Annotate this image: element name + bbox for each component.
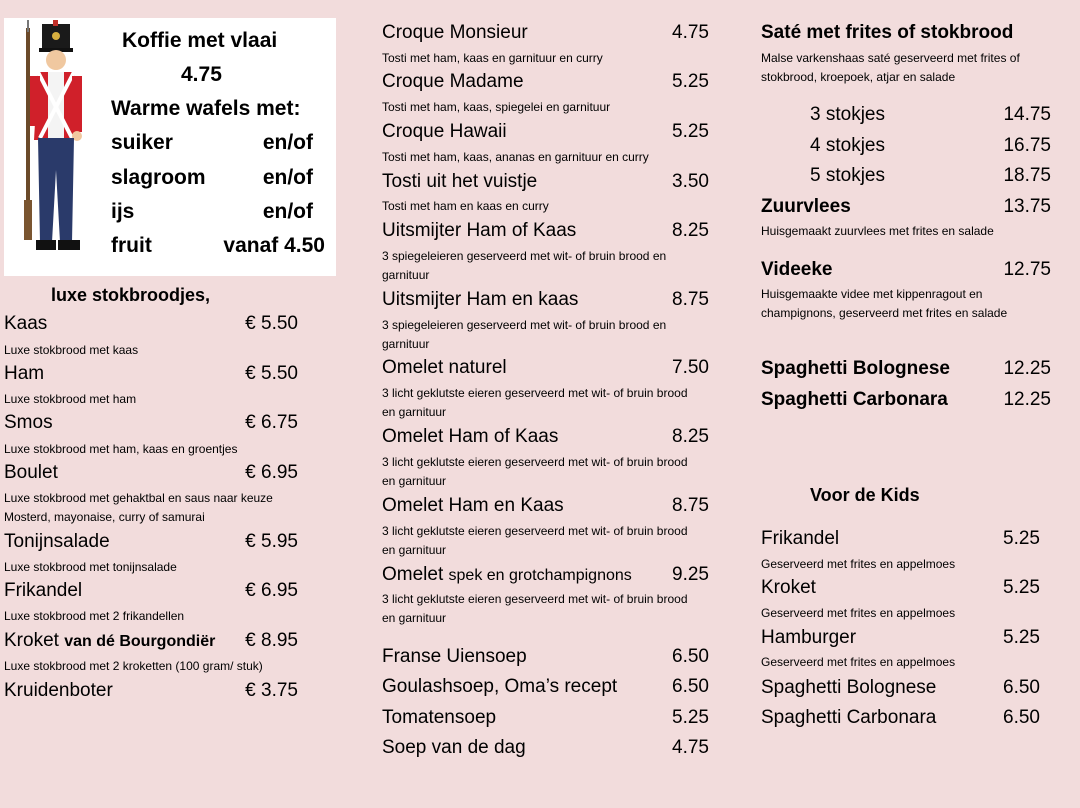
item-price: 5.25 [672, 71, 709, 92]
kids-heading: Voor de Kids [810, 485, 920, 505]
item-desc: 3 spiegeleieren geserveerd met wit- of bruin brood en [382, 249, 667, 263]
item-desc: en garnituur [382, 474, 447, 488]
fruit-price: vanaf 4.50 [223, 234, 325, 257]
item-name: Uitsmijter Ham of Kaas [382, 220, 577, 241]
menu-item [382, 564, 709, 587]
item-desc: en garnituur [382, 543, 447, 557]
item-name: Kruidenboter [4, 680, 113, 701]
item-desc: Luxe stokbrood met kaas [4, 343, 139, 357]
wafels-title: Warme wafels met: [111, 97, 301, 120]
item-desc: Geserveerd met frites en appelmoes [761, 655, 956, 669]
topping-connector: en/of [262, 200, 313, 223]
item-price: 5.25 [672, 121, 709, 142]
item-name-group [382, 564, 632, 587]
menu-item [382, 220, 709, 242]
item-desc: en garnituur [382, 405, 447, 419]
item-name: Spaghetti Carbonara [761, 389, 948, 410]
item-desc: Huisgemaakte videe met kippenragout en [761, 287, 983, 301]
item-price: 6.50 [1003, 707, 1040, 728]
item-name: Spaghetti Bolognese [761, 677, 937, 698]
item-name: Kroket [761, 577, 816, 598]
topping-row [111, 131, 313, 155]
item-name-group [4, 630, 215, 653]
item-name: Uitsmijter Ham en kaas [382, 289, 579, 310]
menu-item [761, 196, 1051, 218]
sate-option [810, 135, 1051, 157]
item-price: € 6.95 [245, 580, 298, 601]
item-name: Frikandel [4, 580, 83, 601]
item-price: € 8.95 [245, 630, 298, 651]
soup-item [382, 646, 709, 668]
menu-item [4, 580, 298, 602]
item-desc: garnituur [382, 268, 430, 282]
item-desc: 3 licht geklutste eieren geserveerd met wit- of bruin brood [382, 524, 688, 538]
item-name: Spaghetti Bolognese [761, 358, 950, 379]
menu-item [382, 495, 709, 517]
menu-item [382, 171, 709, 193]
item-desc: Geserveerd met frites en appelmoes [761, 557, 956, 571]
item-price: 7.50 [672, 357, 709, 378]
menu-item [382, 426, 709, 448]
topping-connector: en/of [262, 131, 313, 154]
item-name: Croque Madame [382, 71, 524, 92]
item-price: 18.75 [1003, 165, 1051, 186]
item-name: Franse Uiensoep [382, 646, 527, 667]
menu-item [761, 389, 1051, 411]
item-desc: Luxe stokbrood met 2 frikandellen [4, 609, 185, 623]
item-name: Omelet Ham of Kaas [382, 426, 559, 447]
kids-item [761, 707, 1040, 729]
item-name: Kaas [4, 313, 48, 334]
item-price: 14.75 [1003, 104, 1051, 125]
item-name: Omelet Ham en Kaas [382, 495, 564, 516]
kids-item [761, 627, 1040, 649]
item-name: Omelet [382, 564, 444, 585]
item-name: Croque Monsieur [382, 22, 528, 43]
item-price: 6.50 [672, 676, 709, 697]
kids-item [761, 677, 1040, 699]
item-name-extra: van dé Bourgondiër [64, 633, 216, 650]
item-price: € 5.95 [245, 531, 298, 552]
item-name: Goulashsoep, Oma’s recept [382, 676, 618, 697]
topping-connector: en/of [262, 166, 313, 189]
item-name: 5 stokjes [810, 165, 885, 186]
col1-heading: luxe stokbroodjes, [51, 285, 211, 305]
hero-panel [4, 18, 336, 276]
item-desc: 3 licht geklutste eieren geserveerd met wit- of bruin brood [382, 455, 688, 469]
item-desc: Luxe stokbrood met ham, kaas en groentjes [4, 442, 238, 456]
topping-name: slagroom [111, 166, 206, 189]
item-price: 5.25 [1003, 627, 1040, 648]
item-price: € 6.75 [245, 412, 298, 433]
item-desc: Luxe stokbrood met tonijnsalade [4, 560, 177, 574]
soup-item [382, 676, 709, 698]
item-price: 3.50 [672, 171, 709, 192]
item-name: Tomatensoep [382, 707, 497, 728]
menu-item [4, 531, 298, 553]
sate-option [810, 165, 1051, 187]
menu-item [4, 630, 298, 653]
item-name: Tosti uit het vuistje [382, 171, 538, 192]
menu-item [382, 22, 709, 44]
topping-row [111, 200, 313, 224]
menu-item [382, 289, 709, 311]
item-price: 5.25 [1003, 528, 1040, 549]
item-name: 3 stokjes [810, 104, 885, 125]
sate-title: Saté met frites of stokbrood [761, 22, 1014, 43]
item-price: € 5.50 [245, 313, 298, 334]
menu-item [382, 71, 709, 93]
item-price: 12.75 [1003, 259, 1051, 280]
menu-item [382, 357, 709, 379]
item-name: Zuurvlees [761, 196, 851, 217]
kids-item [761, 577, 1040, 599]
menu-item [761, 259, 1051, 281]
item-desc: Geserveerd met frites en appelmoes [761, 606, 956, 620]
item-name: Videeke [761, 259, 833, 280]
item-price: 5.25 [1003, 577, 1040, 598]
item-desc: Tosti met ham, kaas en garnituur en curry [382, 51, 603, 65]
item-price: 12.25 [1003, 389, 1051, 410]
item-price: € 3.75 [245, 680, 298, 701]
item-desc: Luxe stokbrood met 2 kroketten (100 gram/ stuk) [4, 659, 263, 673]
soup-item [382, 707, 709, 729]
item-desc: en garnituur [382, 611, 447, 625]
menu-item [4, 412, 298, 434]
item-desc: Tosti met ham, kaas, ananas en garnituur en curry [382, 150, 649, 164]
item-price: 8.75 [672, 495, 709, 516]
fruit-row [111, 234, 325, 258]
menu-item [4, 680, 298, 702]
item-price: 4.75 [672, 737, 709, 758]
item-desc: garnituur [382, 337, 430, 351]
item-desc: Tosti met ham, kaas, spiegelei en garnituur [382, 100, 611, 114]
item-desc: 3 spiegeleieren geserveerd met wit- of bruin brood en [382, 318, 667, 332]
coffee-title: Koffie met vlaai [122, 29, 278, 52]
item-name: Ham [4, 363, 45, 384]
topping-name: suiker [111, 131, 173, 154]
item-price: 6.50 [1003, 677, 1040, 698]
item-name: Soep van de dag [382, 737, 526, 758]
item-price: 8.25 [672, 426, 709, 447]
topping-row [111, 166, 313, 190]
item-desc: Tosti met ham en kaas en curry [382, 199, 549, 213]
fruit-label: fruit [111, 234, 152, 257]
item-price: 6.50 [672, 646, 709, 667]
menu-item [4, 313, 298, 335]
item-price: 13.75 [1003, 196, 1051, 217]
item-name: 4 stokjes [810, 135, 885, 156]
item-price: 4.75 [672, 22, 709, 43]
sate-desc: stokbrood, kroepoek, atjar en salade [761, 70, 956, 84]
item-desc: Mosterd, mayonaise, curry of samurai [4, 510, 205, 524]
sate-option [810, 104, 1051, 126]
item-price: € 6.95 [245, 462, 298, 483]
item-name: Hamburger [761, 627, 857, 648]
item-desc: 3 licht geklutste eieren geserveerd met wit- of bruin brood [382, 386, 688, 400]
sate-desc: Malse varkenshaas saté geserveerd met frites of [761, 51, 1020, 65]
item-name-extra: spek en grotchampignons [448, 567, 632, 584]
item-name: Boulet [4, 462, 58, 483]
soup-item [382, 737, 709, 759]
menu-item [761, 358, 1051, 380]
item-desc: Huisgemaakt zuurvlees met frites en salade [761, 224, 994, 238]
item-price: 16.75 [1003, 135, 1051, 156]
item-name: Croque Hawaii [382, 121, 507, 142]
soldier-illustration [12, 20, 108, 266]
menu-item [382, 121, 709, 143]
menu-item [4, 462, 298, 484]
item-price: 8.25 [672, 220, 709, 241]
item-price: 12.25 [1003, 358, 1051, 379]
item-desc: Luxe stokbrood met gehaktbal en saus naar keuze [4, 491, 273, 505]
item-price: 8.75 [672, 289, 709, 310]
item-name: Frikandel [761, 528, 840, 549]
coffee-price: 4.75 [181, 63, 222, 86]
item-desc: champignons, geserveerd met frites en salade [761, 306, 1008, 320]
item-desc: 3 licht geklutste eieren geserveerd met wit- of bruin brood [382, 592, 688, 606]
item-name: Tonijnsalade [4, 531, 110, 552]
item-price: € 5.50 [245, 363, 298, 384]
menu-item [4, 363, 298, 385]
item-name: Kroket [4, 630, 59, 651]
item-price: 9.25 [672, 564, 709, 585]
item-name: Omelet naturel [382, 357, 507, 378]
item-desc: Luxe stokbrood met ham [4, 392, 137, 406]
topping-name: ijs [111, 200, 135, 223]
item-name: Spaghetti Carbonara [761, 707, 937, 728]
item-name: Smos [4, 412, 53, 433]
kids-item [761, 528, 1040, 550]
item-price: 5.25 [672, 707, 709, 728]
